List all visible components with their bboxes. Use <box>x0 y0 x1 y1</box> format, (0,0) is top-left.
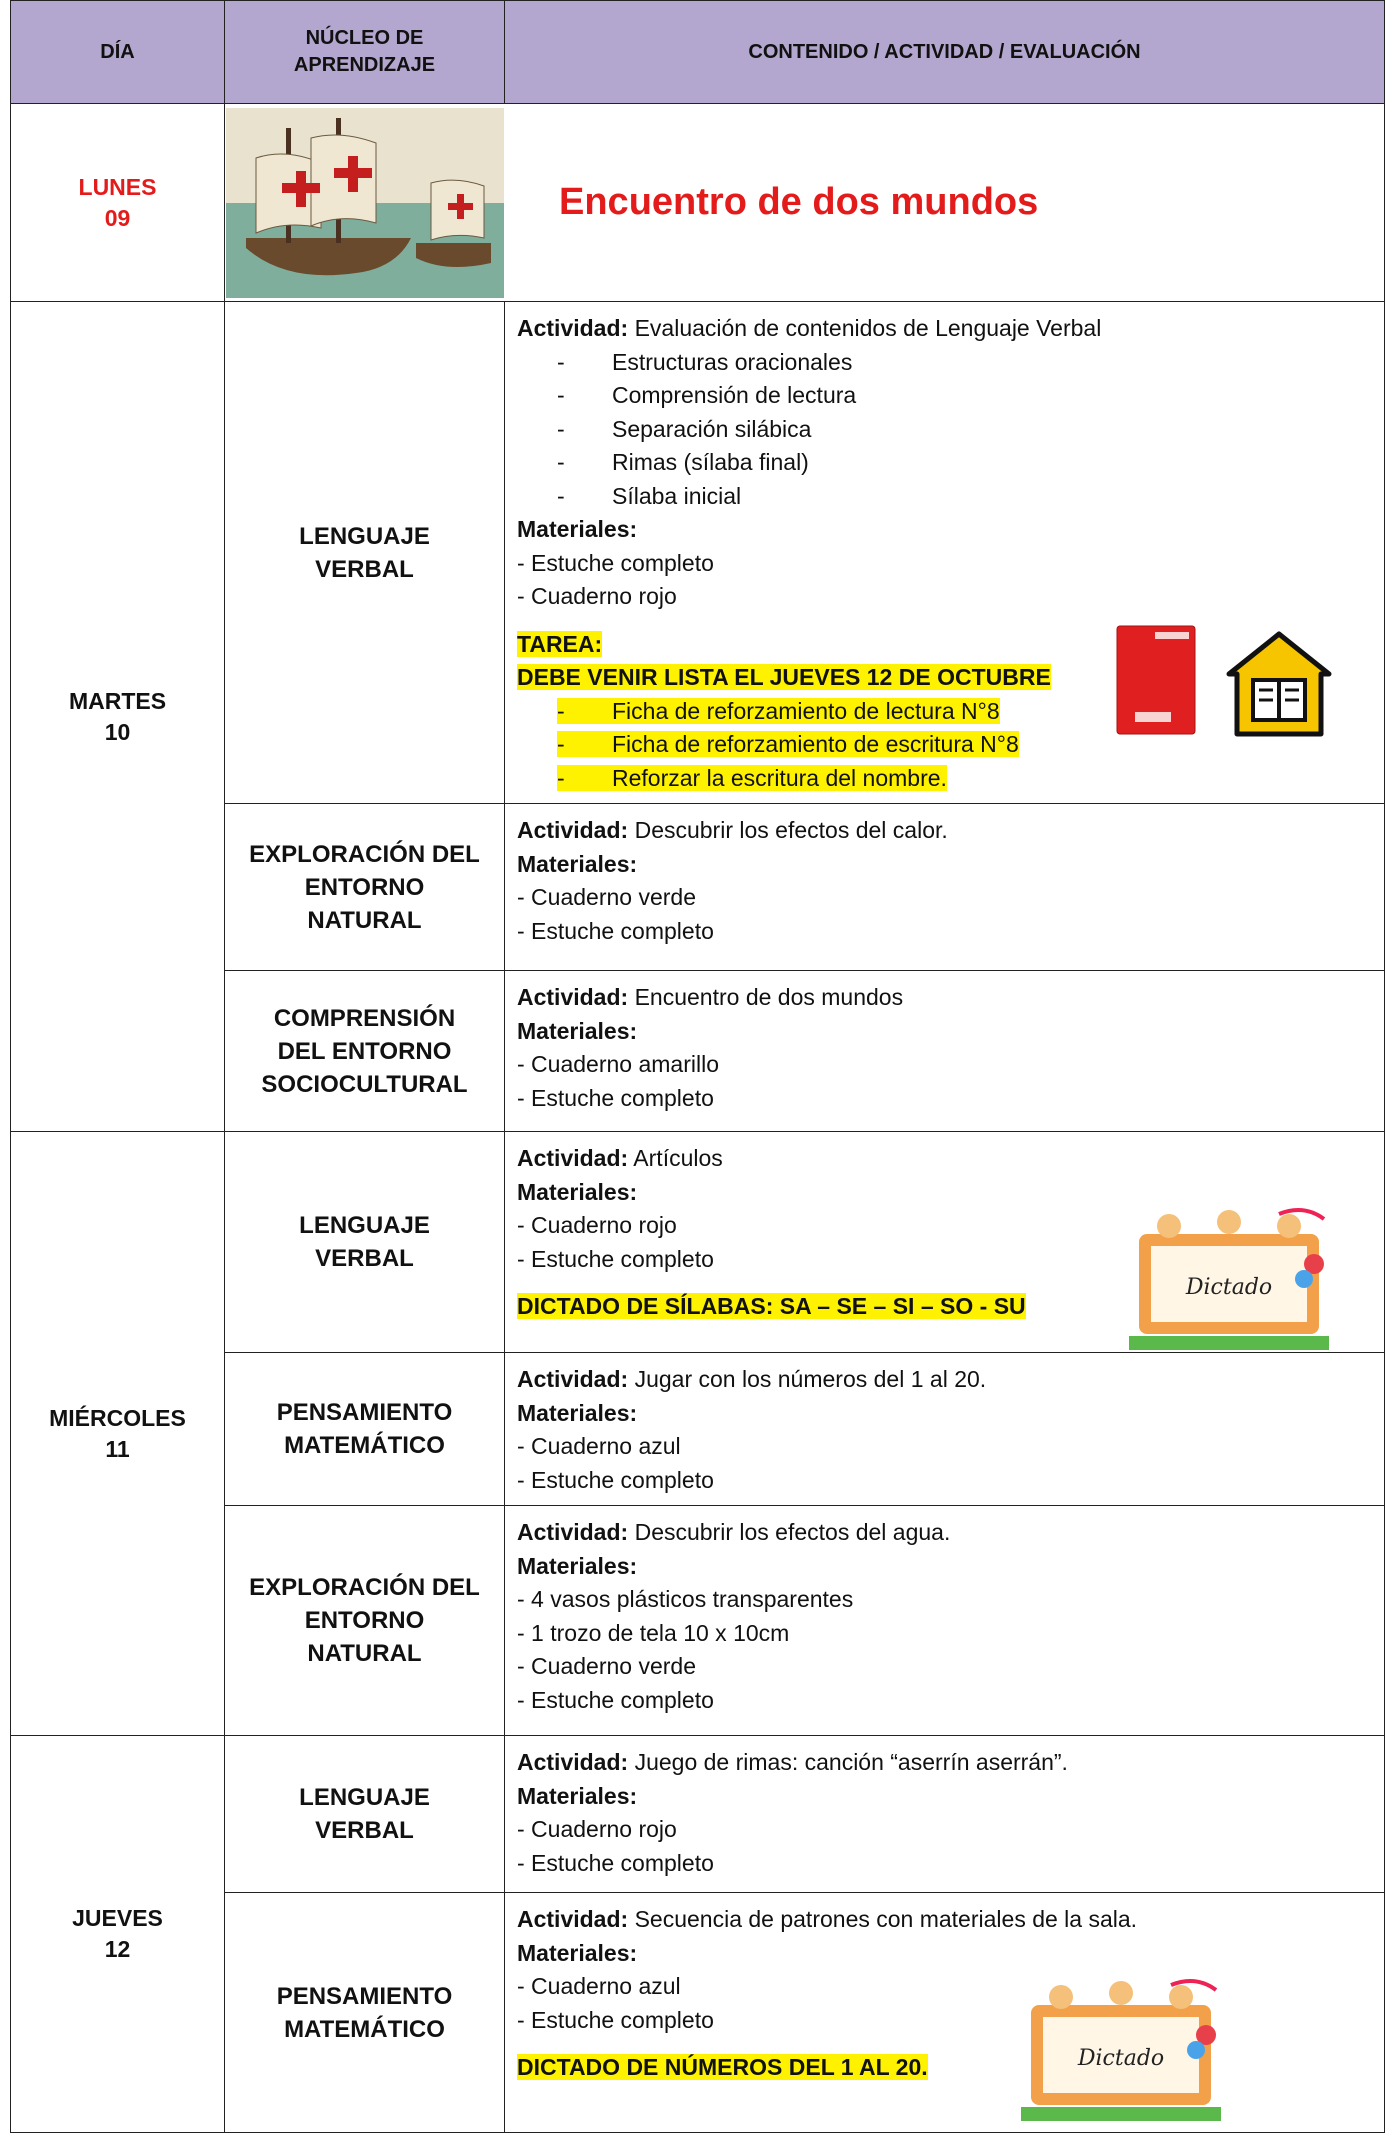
list-item: - Sílaba inicial <box>557 482 742 509</box>
materiales-label: Materiales: <box>517 1399 638 1426</box>
content-martes-comprension <box>505 971 1385 1132</box>
materiales-label: Materiales: <box>517 516 638 542</box>
day-miercoles <box>11 1132 225 1736</box>
core-label: EXPLORACIÓN DEL ENTORNO NATURAL <box>249 840 480 934</box>
material-item: - Cuaderno rojo <box>517 1816 677 1842</box>
tarea-item: - Ficha de reforzamiento de lectura N°8 <box>557 697 1000 724</box>
actividad-label: Actividad: <box>517 984 629 1010</box>
material-item: - Estuche completo <box>517 917 714 944</box>
row-lunes <box>11 104 1385 302</box>
lunes-content <box>225 104 1385 302</box>
content-jueves-lenguaje <box>505 1736 1385 1893</box>
actividad-text: Artículos <box>628 1145 723 1171</box>
content-miercoles-lenguaje <box>505 1132 1385 1353</box>
core-lenguaje-verbal <box>225 1736 505 1893</box>
tarea-item-text: Ficha de reforzamiento de escritura N°8 <box>612 731 1019 757</box>
content-miercoles-exploracion <box>505 1506 1385 1736</box>
content-martes-lenguaje <box>505 302 1385 804</box>
actividad-label: Actividad: <box>517 315 629 341</box>
red-notebook-icon <box>1115 624 1197 736</box>
tarea-item: - Reforzar la escritura del nombre. <box>557 764 947 791</box>
header-day: DÍA <box>11 1 225 104</box>
content-miercoles-pensamiento <box>505 1353 1385 1506</box>
header-core <box>225 1 505 104</box>
house-book-icon <box>1225 630 1333 738</box>
list-item: - Rimas (sílaba final) <box>557 449 809 475</box>
list-item-text: Comprensión de lectura <box>612 382 857 408</box>
dictado-text: DICTADO DE NÚMEROS DEL 1 AL 20. <box>517 2054 928 2080</box>
materiales-label: Materiales: <box>517 1782 638 1809</box>
day-name: MIÉRCOLES <box>49 1404 186 1431</box>
schedule-table <box>10 0 1385 2133</box>
actividad-label: Actividad: <box>517 1906 629 1932</box>
actividad-text: Juego de rimas: canción “aserrín aserrán”. <box>628 1749 1068 1775</box>
day-name: MARTES <box>68 687 167 714</box>
row-miercoles-lenguaje <box>11 1132 1385 1353</box>
core-label: PENSAMIENTO MATEMÁTICO <box>276 1399 453 1459</box>
material-item: - Cuaderno verde <box>517 1653 696 1679</box>
material-item: - Cuaderno azul <box>517 1973 681 1999</box>
core-lenguaje-verbal <box>225 302 505 804</box>
actividad-text: Encuentro de dos mundos <box>628 984 904 1010</box>
tarea-item-text: Reforzar la escritura del nombre. <box>612 764 947 791</box>
header-core-text: NÚCLEO DE APRENDIZAJE <box>293 27 436 76</box>
tarea-label: TAREA: <box>517 630 603 657</box>
core-label: LENGUAJE VERBAL <box>299 1212 430 1272</box>
content-martes-exploracion <box>505 804 1385 971</box>
material-item: - 1 trozo de tela 10 x 10cm <box>517 1619 790 1646</box>
material-item: - Estuche completo <box>517 1245 714 1272</box>
list-item: - Separación silábica <box>557 415 812 442</box>
day-name: LUNES <box>78 173 157 200</box>
material-item: - Estuche completo <box>517 1466 714 1493</box>
day-number: 10 <box>104 718 131 745</box>
dictado-badge-icon <box>1129 1204 1329 1354</box>
materiales-label: Materiales: <box>517 1017 638 1044</box>
badge-label: Dictado <box>1077 2046 1165 2071</box>
actividad-label: Actividad: <box>517 817 629 843</box>
lunes-title: Encuentro de dos mundos <box>559 181 1039 223</box>
badge-label: Dictado <box>1185 1275 1273 1300</box>
material-item: - Cuaderno azul <box>517 1433 681 1459</box>
material-item: - Cuaderno rojo <box>517 583 677 609</box>
materiales-label: Materiales: <box>517 1552 638 1579</box>
actividad-text: Evaluación de contenidos de Lenguaje Verbal <box>628 315 1102 341</box>
actividad-text: Secuencia de patrones con materiales de la sala. <box>628 1906 1138 1932</box>
material-item: - Estuche completo <box>517 1849 714 1876</box>
tarea-item-text: Ficha de reforzamiento de lectura N°8 <box>612 697 1000 724</box>
core-label: COMPRENSIÓN DEL ENTORNO SOCIOCULTURAL <box>261 1004 468 1098</box>
materiales-label: Materiales: <box>517 1939 638 1966</box>
core-comprension <box>225 971 505 1132</box>
day-jueves <box>11 1736 225 2133</box>
list-item: - Comprensión de lectura <box>557 382 857 408</box>
core-pensamiento <box>225 1893 505 2133</box>
dictado-badge-icon <box>1021 1975 1221 2125</box>
day-lunes <box>11 104 225 302</box>
actividad-text: Descubrir los efectos del calor. <box>628 817 948 843</box>
list-item-text: Sílaba inicial <box>612 482 742 509</box>
core-label: PENSAMIENTO MATEMÁTICO <box>276 1982 453 2043</box>
material-item: - Estuche completo <box>517 549 714 576</box>
actividad-text: Descubrir los efectos del agua. <box>628 1519 951 1545</box>
core-pensamiento <box>225 1353 505 1506</box>
material-item: - Estuche completo <box>517 1686 714 1713</box>
day-number: 09 <box>104 204 131 231</box>
core-label: LENGUAJE VERBAL <box>299 1784 430 1844</box>
material-item: - Cuaderno verde <box>517 884 696 910</box>
actividad-line <box>517 312 1372 346</box>
list-item-text: Rimas (sílaba final) <box>612 449 809 475</box>
material-item: - Estuche completo <box>517 1084 714 1111</box>
actividad-text: Jugar con los números del 1 al 20. <box>628 1366 987 1392</box>
core-exploracion <box>225 1506 505 1736</box>
actividad-label: Actividad: <box>517 1749 629 1775</box>
materiales-label: Materiales: <box>517 1178 638 1205</box>
caravel-ships-illustration <box>226 108 504 298</box>
material-item: - Cuaderno rojo <box>517 1212 677 1238</box>
header-content: CONTENIDO / ACTIVIDAD / EVALUACIÓN <box>505 1 1385 104</box>
core-label: EXPLORACIÓN DEL ENTORNO NATURAL <box>249 1574 480 1667</box>
material-item: - Estuche completo <box>517 2006 714 2033</box>
dictado-text: DICTADO DE SÍLABAS: SA – SE – SI – SO - SU <box>517 1293 1026 1319</box>
core-exploracion <box>225 804 505 971</box>
day-name: JUEVES <box>72 1905 163 1931</box>
header-row <box>11 1 1385 104</box>
core-label: LENGUAJE VERBAL <box>299 522 430 583</box>
day-number: 11 <box>105 1435 130 1462</box>
actividad-label: Actividad: <box>517 1366 629 1392</box>
row-jueves-lenguaje <box>11 1736 1385 1893</box>
materiales-label: Materiales: <box>517 850 638 877</box>
content-jueves-pensamiento <box>505 1893 1385 2133</box>
list-item-text: Estructuras oracionales <box>612 348 853 375</box>
core-lenguaje-verbal <box>225 1132 505 1353</box>
day-number: 12 <box>104 1936 131 1962</box>
tarea-deadline: DEBE VENIR LISTA EL JUEVES 12 DE OCTUBRE <box>517 664 1051 690</box>
list-item: - Estructuras oracionales <box>557 348 853 375</box>
day-martes <box>11 302 225 1132</box>
material-item: - 4 vasos plásticos transparentes <box>517 1586 854 1612</box>
weekly-schedule <box>10 0 1384 2133</box>
actividad-label: Actividad: <box>517 1519 629 1545</box>
tarea-item: - Ficha de reforzamiento de escritura N°8 <box>557 731 1019 757</box>
row-martes-lenguaje <box>11 302 1385 804</box>
actividad-label: Actividad: <box>517 1145 629 1171</box>
material-item: - Cuaderno amarillo <box>517 1051 719 1077</box>
list-item-text: Separación silábica <box>612 415 812 442</box>
